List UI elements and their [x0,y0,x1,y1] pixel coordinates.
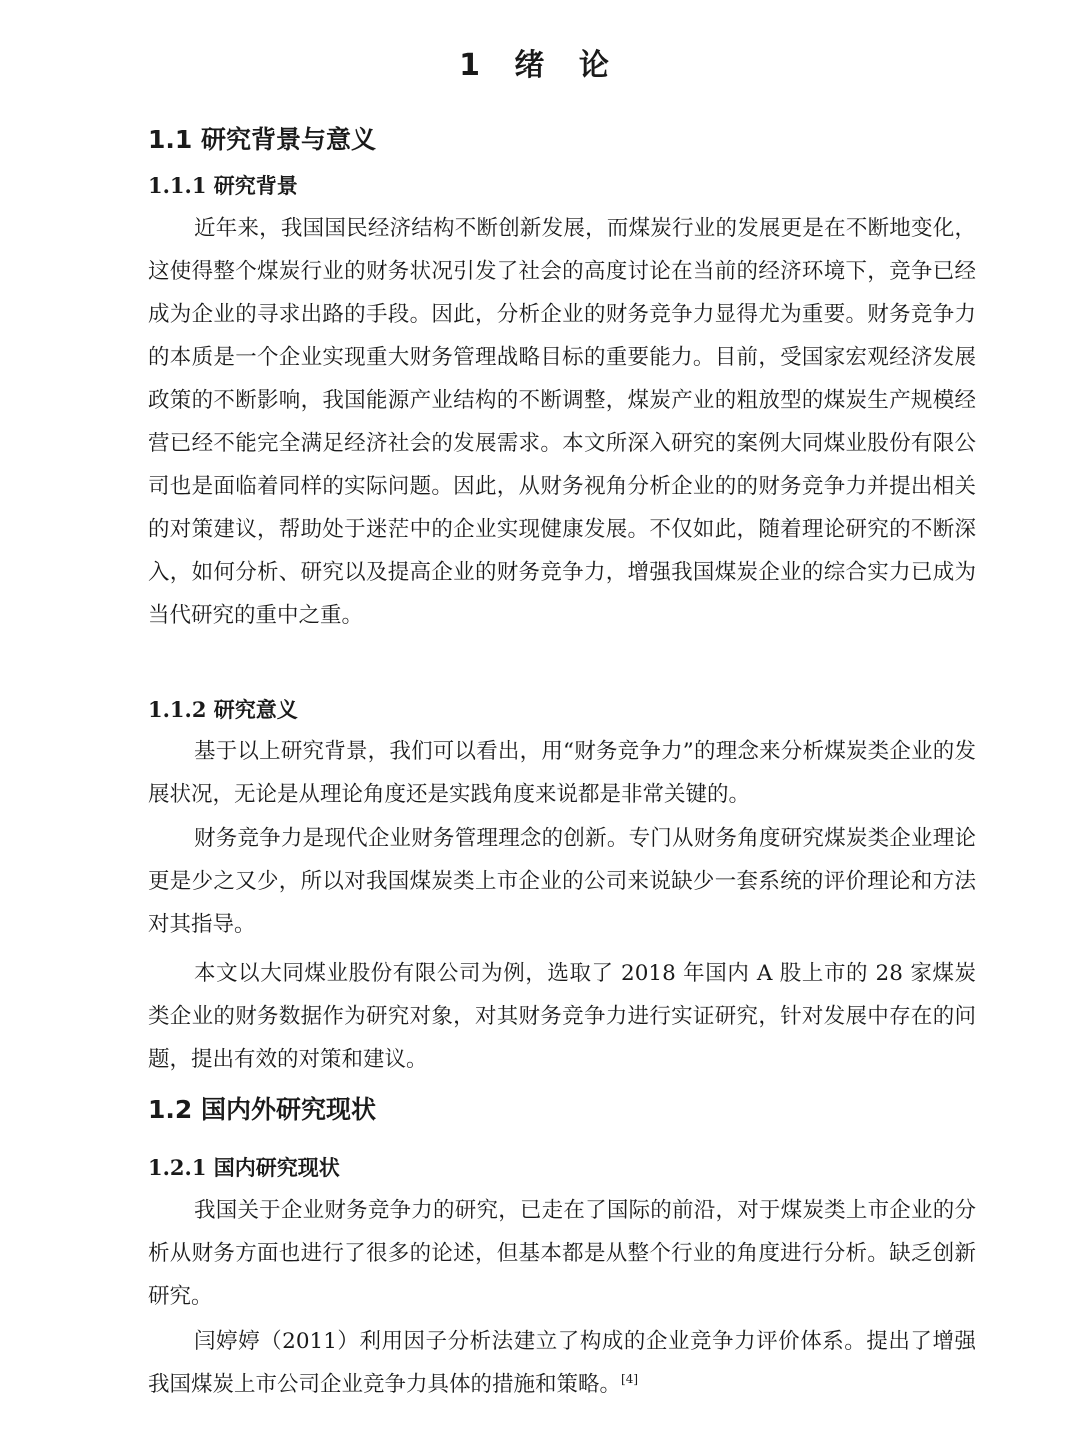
subsection-heading-1-2-1: 1.2.1 国内研究现状 [148,1155,340,1180]
section-heading-1-1: 1.1 研究背景与意义 [148,125,376,154]
paragraph-domestic-2-text: 闫婷婷（2011）利用因子分析法建立了构成的企业竞争力评价体系。提出了增强我国煤炭上市公司企业竞争力具体的措施和策略。 [148,1329,976,1397]
subsection-heading-1-1-2: 1.1.2 研究意义 [148,697,298,722]
citation-reference[interactable]: [4] [621,1371,639,1386]
section-heading-1-2: 1.2 国内外研究现状 [148,1095,376,1124]
chapter-title: 1 绪 论 [459,48,621,83]
paragraph-significance-2: 财务竞争力是现代企业财务管理理念的创新。专门从财务角度研究煤炭类企业理论更是少之又少，所以对我国煤炭类上市企业的公司来说缺少一套系统的评价理论和方法对其指导。 [148,826,976,937]
subsection-heading-1-1-1: 1.1.1 研究背景 [148,173,298,198]
paragraph-significance-3: 本文以大同煤业股份有限公司为例，选取了 2018 年国内 A 股上市的 28 家煤炭类企业的财务数据作为研究对象，对其财务竞争力进行实证研究，针对发展中存在的问题，提出有效的对策和建议。 [148,961,976,1072]
paragraph-domestic-2 [148,1320,976,1406]
paragraph-significance-1: 基于以上研究背景，我们可以看出，用“财务竞争力”的理念来分析煤炭类企业的发展状况，无论是从理论角度还是实践角度来说都是非常关键的。 [148,739,976,807]
paragraph-research-background: 近年来，我国国民经济结构不断创新发展，而煤炭行业的发展更是在不断地变化，这使得整个煤炭行业的财务状况引发了社会的高度讨论在当前的经济环境下，竞争已经成为企业的寻求出路的手段。因此，分析企业的财务竞争力显得尤为重要。财务竞争力的本质是一个企业实现重大财务管理战略目标的重要能力。目前，受国家宏观经济发展政策的不断影响，我国能源产业结构的不断调整，煤炭产业的粗放型的煤炭生产规模经营已经不能完全满足经济社会的发展需求。本文所深入研究的案例大同煤业股份有限公司也是面临着同样的实际问题。因此，从财务视角分析企业的的财务竞争力并提出相关的对策建议，帮助处于迷茫中的企业实现健康发展。不仅如此，随着理论研究的不断深入，如何分析、研究以及提高企业的财务竞争力，增强我国煤炭企业的综合实力已成为当代研究的重中之重。 [148,216,976,628]
paragraph-domestic-1: 我国关于企业财务竞争力的研究，已走在了国际的前沿，对于煤炭类上市企业的分析从财务方面也进行了很多的论述，但基本都是从整个行业的角度进行分析。缺乏创新研究。 [148,1198,976,1309]
